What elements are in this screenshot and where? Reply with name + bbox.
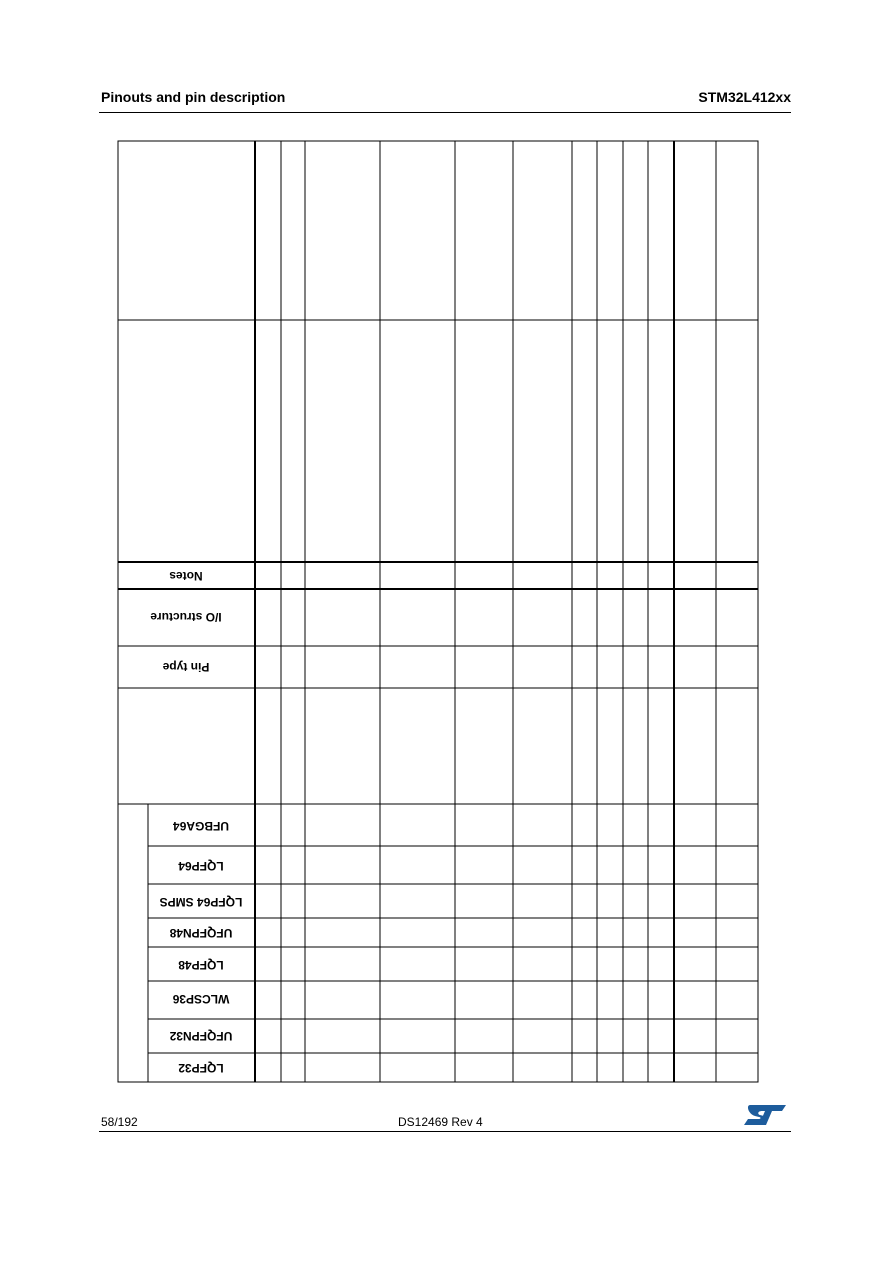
row-label-pin-type: Pin type: [162, 660, 210, 674]
row-label-io-structure: I/O structure: [150, 610, 222, 624]
product-name: STM32L412xx: [698, 89, 791, 105]
row-label-ufqfpn32: UFQFPN32: [169, 1029, 233, 1043]
row-label-lqfp32: LQFP32: [178, 1061, 224, 1075]
row-label-lqfp64: LQFP64: [178, 859, 224, 873]
row-label-wlcsp36: WLCSP36: [172, 992, 230, 1006]
row-label-ufbga64: UFBGA64: [172, 819, 230, 833]
footer-rule: [99, 1131, 791, 1132]
row-label-lqfp48: LQFP48: [178, 958, 224, 972]
row-label-ufqfpn48: UFQFPN48: [169, 926, 233, 940]
page-number: 58/192: [101, 1115, 138, 1129]
st-logo-icon: [742, 1103, 788, 1127]
document-reference: DS12469 Rev 4: [398, 1115, 483, 1129]
row-label-lqfp64-smps: LQFP64 SMPS: [159, 895, 243, 909]
section-title: Pinouts and pin description: [101, 89, 286, 105]
row-label-notes: Notes: [169, 569, 203, 583]
